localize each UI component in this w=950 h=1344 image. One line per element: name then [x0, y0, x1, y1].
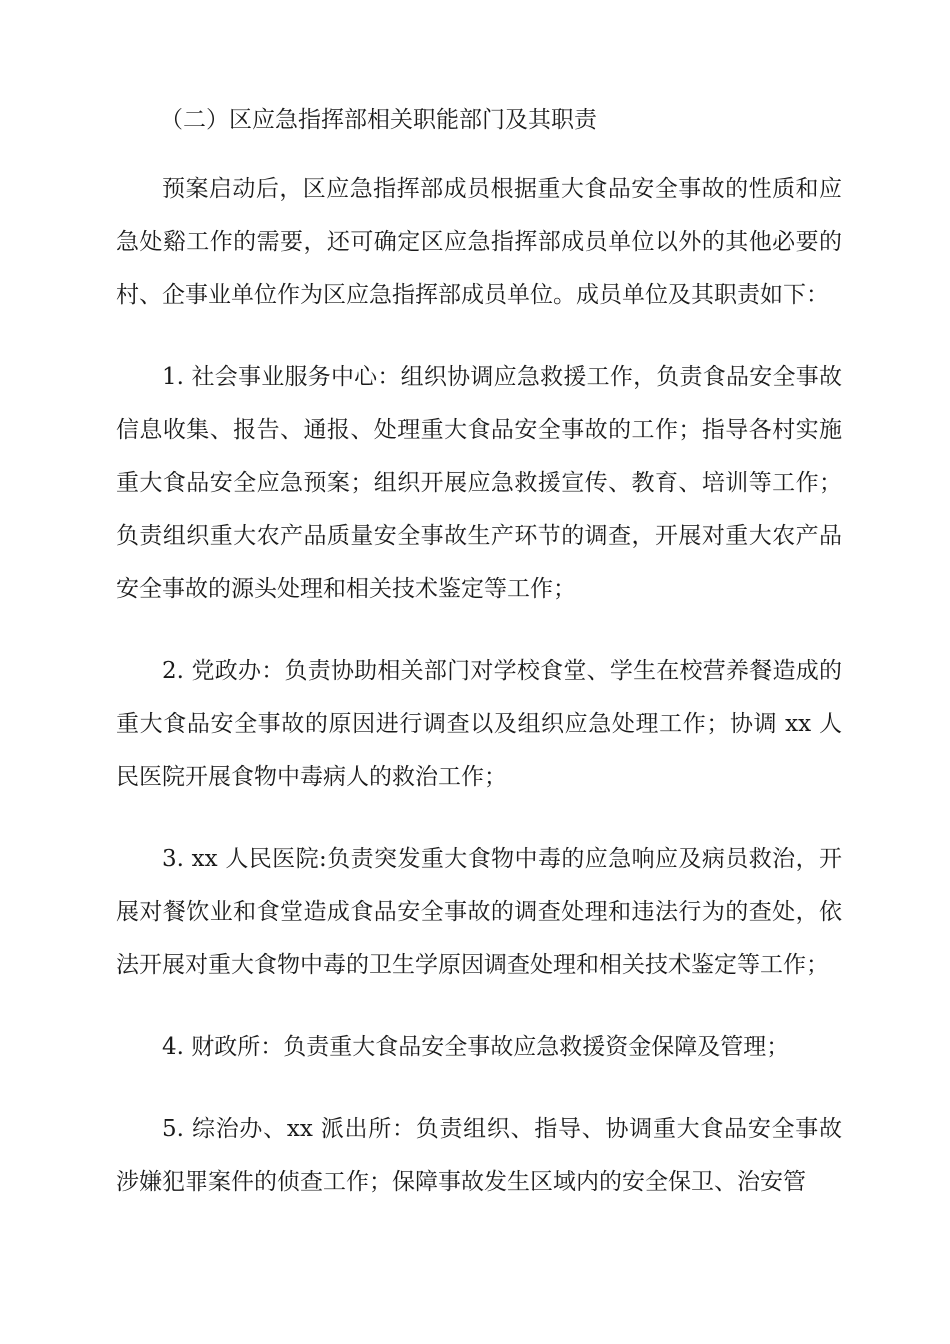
paragraph-item-3: 3. xx 人民医院:负责突发重大食物中毒的应急响应及病员救治，开展对餐饮业和食堂造成食品安全事故的调查处理和违法行为的查处，依法开展对重大食物中毒的卫生学原因调查处理和相关技术鉴定等工作；	[116, 846, 842, 978]
document-body	[116, 163, 842, 1238]
paragraph-item-2: 2. 党政办：负责协助相关部门对学校食堂、学生在校营养餐造成的重大食品安全事故的原因进行调查以及组织应急处理工作；协调 xx 人民医院开展食物中毒病人的救治工作；	[116, 658, 842, 790]
paragraph-item-4: 4. 财政所：负责重大食品安全事故应急救援资金保障及管理；	[162, 1034, 790, 1060]
section-heading: （二）区应急指挥部相关职能部门及其职责	[160, 107, 597, 133]
paragraph-item-1: 1. 社会事业服务中心：组织协调应急救援工作，负责食品安全事故信息收集、报告、通报、处理重大食品安全事故的工作；指导各村实施重大食品安全应急预案；组织开展应急救援宣传、教育、培训等工作；负责组织重大农产品质量安全事故生产环节的调查，开展对重大农产品安全事故的源头处理和相关技术鉴定等工作；	[116, 364, 842, 602]
paragraph-intro: 预案启动后，区应急指挥部成员根据重大食品安全事故的性质和应急处谿工作的需要，还可确定区应急指挥部成员单位以外的其他必要的村、企事业单位作为区应急指挥部成员单位。成员单位及其职责如下：	[116, 176, 842, 308]
paragraph-item-5: 5. 综治办、xx 派出所：负责组织、指导、协调重大食品安全事故涉嫌犯罪案件的侦查工作；保障事故发生区域内的安全保卫、治安管	[116, 1116, 842, 1195]
